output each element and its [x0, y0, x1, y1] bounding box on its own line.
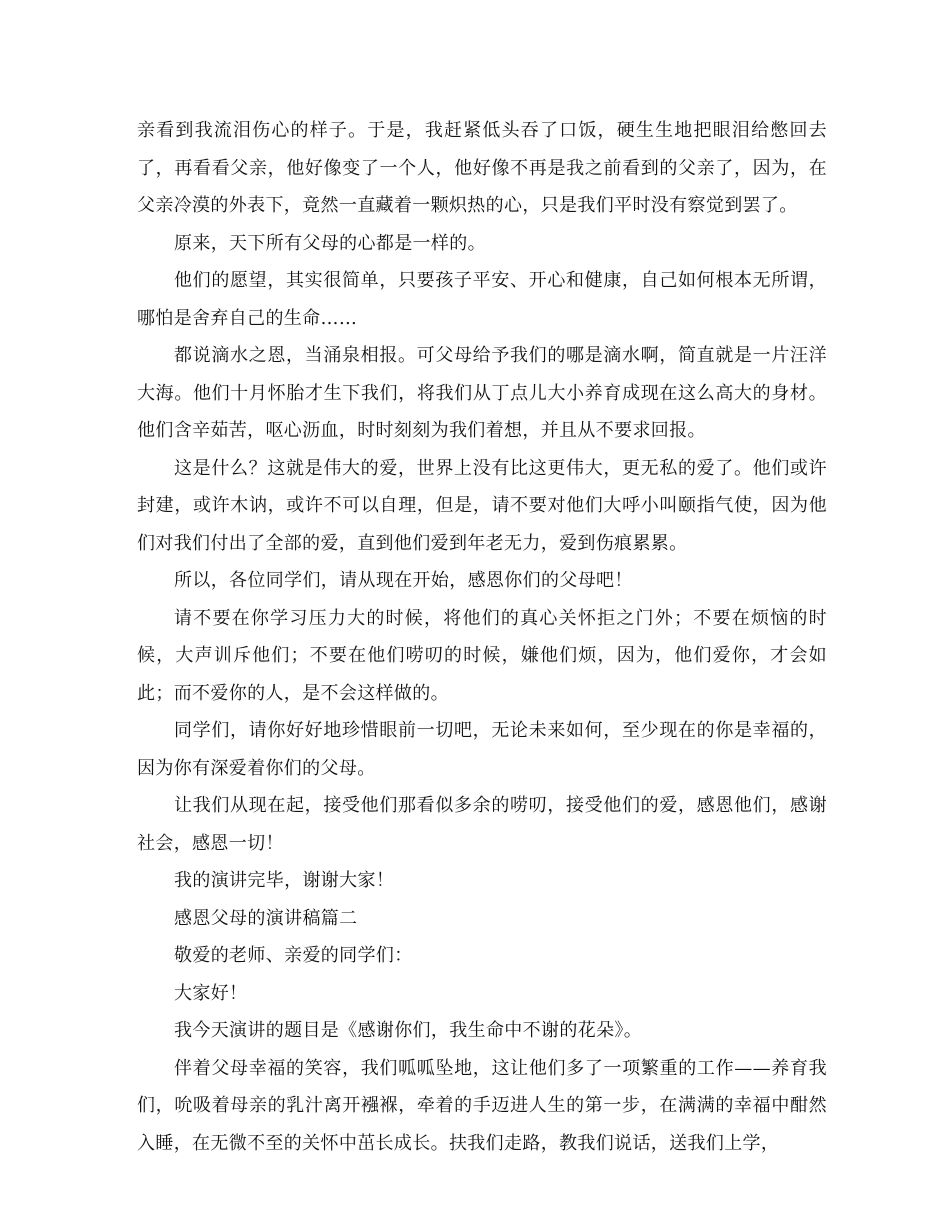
closing-line: 我的演讲完毕，谢谢大家！ [174, 870, 395, 891]
paragraph: 他们的愿望，其实很简单，只要孩子平安、开心和健康，自己如何根本无所谓，哪怕是舍弃自己的生命…… [137, 270, 827, 329]
paragraph: 让我们从现在起，接受他们那看似多余的唠叨，接受他们的爱，感恩他们，感谢社会，感恩一切！ [137, 795, 827, 854]
paragraph: 伴着父母幸福的笑容，我们呱呱坠地，这让他们多了一项繁重的工作——养育我们，吮吸着母亲的乳汁离开襁褓，牵着的手迈进人生的第一步，在满满的幸福中酣然入睡，在无微不至的关怀中茁长成长。扶我们走路，教我们说话，送我们上学， [137, 1057, 827, 1154]
paragraph: 亲看到我流泪伤心的样子。于是，我赶紧低头吞了口饭，硬生生地把眼泪给憋回去了，再看看父亲，他好像变了一个人，他好像不再是我之前看到的父亲了，因为，在父亲冷漠的外表下，竟然一直藏着一颗炽热的心，只是我们平时没有察觉到罢了。 [137, 120, 827, 216]
paragraph: 请不要在你学习压力大的时候，将他们的真心关怀拒之门外；不要在烦恼的时候，大声训斥他们；不要在他们唠叨的时候，嫌他们烦，因为，他们爱你，才会如此；而不爱你的人，是不会这样做的。 [137, 607, 827, 704]
paragraph: 所以，各位同学们，请从现在开始，感恩你们的父母吧！ [174, 570, 633, 591]
paragraph: 这是什么？这就是伟大的爱，世界上没有比这更伟大，更无私的爱了。他们或许封建，或许木讷，或许不可以自理，但是，请不要对他们大呼小叫颐指气使，因为他们对我们付出了全部的爱，直到他们爱到年老无力，爱到伤痕累累。 [137, 457, 827, 554]
section-heading: 感恩父母的演讲稿篇二 [174, 907, 358, 929]
paragraph: 都说滴水之恩，当涌泉相报。可父母给予我们的哪是滴水啊，简直就是一片汪洋大海。他们十月怀胎才生下我们，将我们从丁点儿大小养育成现在这么高大的身材。他们含辛茹苦，呕心沥血，时时刻刻为我们着想，并且从不要求回报。 [137, 345, 827, 441]
greeting: 大家好！ [174, 982, 248, 1004]
speech-title-line: 我今天演讲的题目是《感谢你们，我生命中不谢的花朵》。 [174, 1020, 643, 1041]
paragraph: 原来，天下所有父母的心都是一样的。 [174, 232, 486, 254]
salutation: 敬爱的老师、亲爱的同学们： [174, 945, 413, 966]
paragraph: 同学们，请你好好地珍惜眼前一切吧，无论未来如何，至少现在的你是幸福的，因为你有深爱着你们的父母。 [137, 720, 827, 779]
document-body [137, 112, 827, 1162]
